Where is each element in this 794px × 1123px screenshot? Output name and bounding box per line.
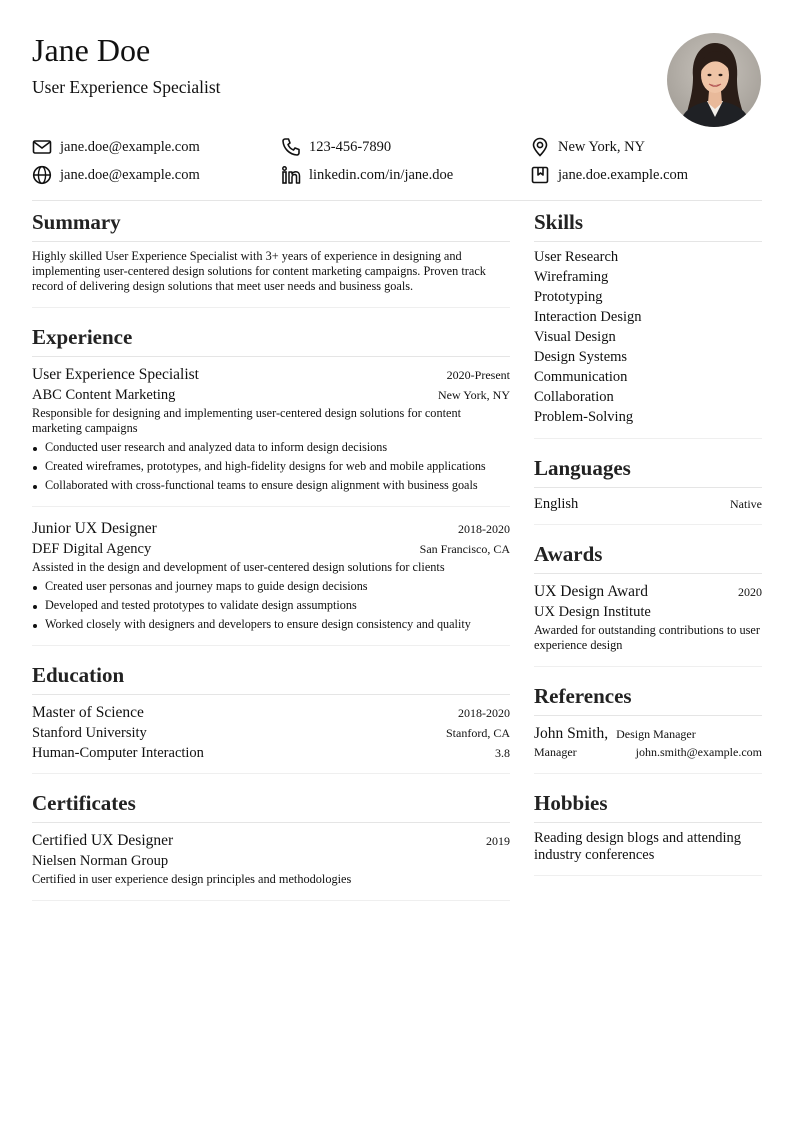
contact-website[interactable]: [32, 165, 200, 185]
certificates-end-rule: [32, 900, 510, 901]
job-subheader: [32, 540, 510, 558]
award-row: [534, 582, 762, 601]
reference-role: Manager: [534, 745, 577, 759]
languages-heading: Languages: [534, 456, 631, 480]
education-gpa: 3.8: [495, 746, 510, 760]
contact-location: [530, 137, 645, 157]
education-school: Stanford University: [32, 725, 147, 741]
education-end-rule: [32, 773, 510, 774]
job-end-rule: [32, 645, 510, 646]
job-bullet: Developed and tested prototypes to validate design assumptions: [32, 596, 510, 615]
profile-photo-image: [667, 33, 761, 127]
job-header: [32, 365, 510, 384]
job-location: San Francisco, CA: [419, 542, 510, 556]
skill-item: Collaboration: [534, 389, 614, 405]
contact-email[interactable]: [32, 137, 200, 157]
summary-text: Highly skilled User Experience Specialist with 3+ years of experience in designing and implementing user-centered design solutions for content marketing campaigns. Proven track record of delivering design solutions that meet user needs and business goals.: [32, 249, 486, 293]
skill-item: Visual Design: [534, 329, 616, 345]
contact-phone[interactable]: [281, 137, 391, 157]
skills-end-rule: [534, 438, 762, 439]
globe-icon: [32, 165, 52, 185]
skill-item: Prototyping: [534, 289, 603, 305]
job-description: Assisted in the design and development of user-centered design solutions for clients: [32, 560, 445, 574]
job-role: Junior UX Designer: [32, 520, 157, 537]
job-end-rule: [32, 506, 510, 507]
header-divider: [32, 200, 762, 201]
location-pin-icon: [530, 137, 550, 157]
portfolio-icon: [530, 165, 550, 185]
skill-item: Interaction Design: [534, 309, 642, 325]
job-location: New York, NY: [437, 388, 510, 402]
job-bullet: Worked closely with designers and developers to ensure design consistency and quality: [32, 615, 510, 634]
reference-contact-row: [534, 745, 762, 760]
certificate-description: Certified in user experience design principles and methodologies: [32, 872, 352, 886]
award-year: 2020: [738, 585, 762, 599]
certificate-row: [32, 831, 510, 850]
reference-email[interactable]: john.smith@example.com: [635, 745, 762, 759]
education-field: Human-Computer Interaction: [32, 745, 204, 761]
hobbies-text: Reading design blogs and attending industry conferences: [534, 830, 741, 863]
certificate-name: Certified UX Designer: [32, 832, 174, 849]
education-degree: Master of Science: [32, 704, 144, 721]
job-dates: 2020-Present: [446, 368, 510, 382]
award-name: UX Design Award: [534, 583, 648, 600]
candidate-title: User Experience Specialist: [32, 77, 221, 97]
hobbies-end-rule: [534, 875, 762, 876]
education-degree-row: [32, 703, 510, 722]
language-level: Native: [730, 497, 762, 511]
job-dates: 2018-2020: [458, 522, 510, 536]
experience-heading: Experience: [32, 325, 133, 349]
job-description: Responsible for designing and implementing user-centered design solutions for content marketing campaigns: [32, 406, 462, 435]
contact-phone-text: 123-456-7890: [309, 139, 392, 155]
skills-heading: Skills: [534, 210, 584, 234]
education-field-row: [32, 744, 510, 762]
skill-item: Problem-Solving: [534, 409, 634, 425]
job-bullet: Collaborated with cross-functional teams to ensure design alignment with business goals: [32, 476, 510, 495]
reference-position: Design Manager: [616, 727, 696, 741]
reference-name-row: [534, 724, 696, 743]
job-bullets: [32, 577, 510, 634]
summary-end-rule: [32, 307, 510, 308]
job-bullets: [32, 438, 510, 495]
contact-linkedin[interactable]: [281, 165, 453, 185]
award-description: Awarded for outstanding contributions to user experience design: [534, 623, 760, 652]
hobbies-heading-rule: [534, 822, 762, 823]
hobbies-heading: Hobbies: [534, 791, 608, 815]
job-company: DEF Digital Agency: [32, 541, 152, 557]
award-issuer-row: [534, 603, 762, 621]
references-heading-rule: [534, 715, 762, 716]
languages-end-rule: [534, 524, 762, 525]
certificates-heading: Certificates: [32, 791, 136, 815]
experience-heading-rule: [32, 356, 510, 357]
summary-heading-rule: [32, 241, 510, 242]
certificate-issuer: Nielsen Norman Group: [32, 853, 169, 869]
contact-portfolio-text: jane.doe.example.com: [558, 167, 689, 183]
phone-icon: [281, 137, 301, 157]
awards-heading: Awards: [534, 542, 603, 566]
job-role: User Experience Specialist: [32, 366, 199, 383]
skill-item: Wireframing: [534, 269, 609, 285]
awards-end-rule: [534, 666, 762, 667]
contact-location-text: New York, NY: [558, 139, 646, 155]
linkedin-icon: [281, 165, 301, 185]
job-bullet: Created wireframes, prototypes, and high-fidelity designs for web and mobile applications: [32, 457, 510, 476]
references-end-rule: [534, 773, 762, 774]
job-company: ABC Content Marketing: [32, 387, 176, 403]
skill-item: Design Systems: [534, 349, 628, 365]
job-bullet: Conducted user research and analyzed data to inform design decisions: [32, 438, 510, 457]
reference-name: John Smith,: [534, 725, 609, 742]
languages-heading-rule: [534, 487, 762, 488]
award-issuer: UX Design Institute: [534, 604, 651, 620]
contact-linkedin-text: linkedin.com/in/jane.doe: [309, 167, 454, 183]
contact-email-text: jane.doe@example.com: [60, 139, 200, 155]
contact-portfolio[interactable]: [530, 165, 688, 185]
job-header: [32, 519, 510, 538]
education-school-row: [32, 724, 510, 742]
skill-item: Communication: [534, 369, 628, 385]
job-subheader: [32, 386, 510, 404]
references-heading: References: [534, 684, 632, 708]
skills-list: [534, 247, 762, 427]
envelope-icon: [32, 137, 52, 157]
awards-heading-rule: [534, 573, 762, 574]
contact-website-text: jane.doe@example.com: [60, 167, 200, 183]
summary-heading: Summary: [32, 210, 121, 234]
education-heading: Education: [32, 663, 125, 687]
education-location: Stanford, CA: [446, 726, 510, 740]
education-heading-rule: [32, 694, 510, 695]
education-dates: 2018-2020: [458, 706, 510, 720]
certificate-year: 2019: [486, 834, 510, 848]
profile-photo: [667, 33, 761, 127]
job-bullet: Created user personas and journey maps to guide design decisions: [32, 577, 510, 596]
skills-heading-rule: [534, 241, 762, 242]
language-row: [534, 495, 762, 513]
skill-item: User Research: [534, 249, 619, 265]
certificate-issuer-row: [32, 852, 510, 870]
candidate-name: Jane Doe: [32, 32, 151, 68]
language-name: English: [534, 496, 579, 512]
certificates-heading-rule: [32, 822, 510, 823]
